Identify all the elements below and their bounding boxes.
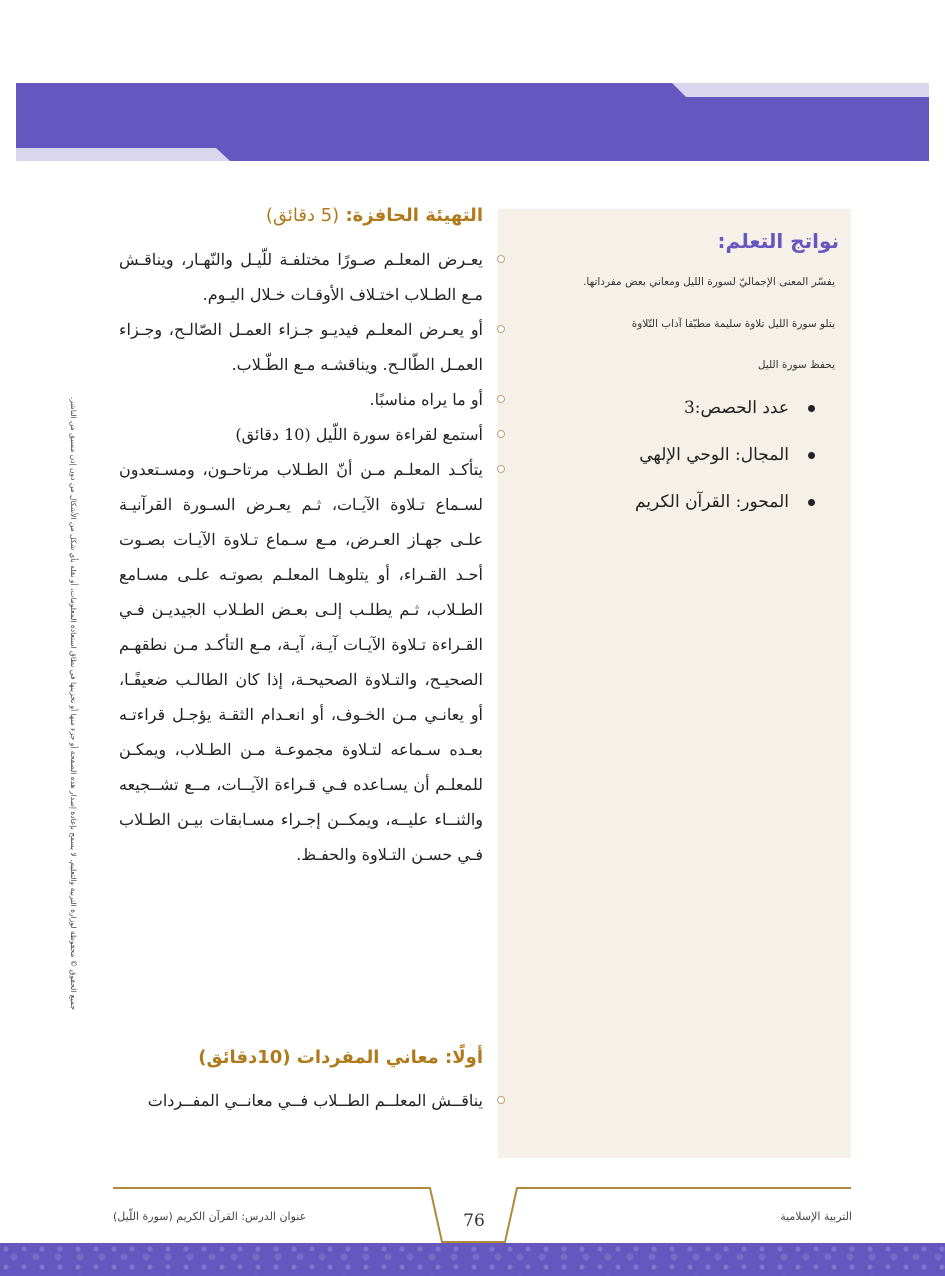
outcome-item: يتلو سورة الليل تلاوة سليمة مطبّقا آداب التّلاوة <box>631 318 835 330</box>
learning-outcomes-box <box>498 209 851 1158</box>
warmup-title <box>266 205 483 226</box>
vocab-list <box>119 1083 483 1118</box>
axis-label: المحور: القرآن الكريم <box>529 490 789 514</box>
vocab-title-prefix: أولًا: <box>445 1047 483 1068</box>
copyright-notice: جميع الحقوق © محفوظة لوزارة التربية والتعليم. لا يسمح بإعادة إصدار هذه الصفحة أو جزء منها أو تخزينها في نطاق استعادة المعلومات، أو نقله بأي شكل من الأشكال من دون إذن مسبق من الناشر. <box>69 396 78 1010</box>
vocab-item: يناقــش المعلــم الطــلاب فــي معانــي المفــردات <box>119 1083 483 1118</box>
outcome-item: يحفظ سورة الليل <box>757 359 835 371</box>
warmup-list <box>119 242 483 872</box>
lesson-meta-list <box>529 396 789 537</box>
header-accent-top <box>672 83 929 97</box>
vocab-title-text: معاني المفردات (10دقائق) <box>198 1047 439 1068</box>
footer-subject: التربية الإسلامية <box>780 1210 852 1223</box>
page-number: 76 <box>463 1211 485 1231</box>
warmup-item: يعـرض المعلـم صـورًا مختلفـة للّيـل والنّهـار، ويناقـش مـع الطـلاب اختـلاف الأوقـات خـلال اليـوم. <box>119 242 483 312</box>
warmup-duration: (5 دقائق) <box>265 205 340 226</box>
warmup-item: أستمع لقراءة سورة اللّيل (10 دقائق) <box>119 417 483 452</box>
footer-lesson-title: عنوان الدرس: القرآن الكريم (سورة اللّيل) <box>113 1210 307 1223</box>
domain-label: المجال: الوحي الإلهي <box>529 443 789 467</box>
header-accent-bottom <box>16 148 230 161</box>
warmup-item: أو ما يراه مناسبًا. <box>119 382 483 417</box>
outcome-item: يفسّر المعنى الإجماليّ لسورة الليل ومعاني بعض مفرداتها. <box>583 276 835 288</box>
warmup-title-text: التهيئة الحافزة: <box>345 205 483 226</box>
warmup-item: أو يعـرض المعلـم فيديـو جـزاء العمـل الصّالـح، وجـزاء العمـل الطّالـح. ويناقشـه مـع الطّـلاب. <box>119 312 483 382</box>
vocab-title <box>198 1047 483 1068</box>
learning-outcomes-title: نواتج التعلم: <box>717 229 839 253</box>
sessions-count: عدد الحصص:3 <box>529 396 789 420</box>
bottom-pattern-band <box>0 1243 945 1276</box>
warmup-item: يتأكـد المعلـم مـن أنّ الطـلاب مرتاحـون، ومسـتعدون لسـماع تـلاوة الآيـات، ثـم يعـرض السـورة القرآنيـة علـى جهـاز العـرض، مـع سـماع تـلاوة الآيـات بصـوت أحـد القـراء، أو يتلوهـا المعلـم بصوتـه علـى مسـامع الطـلاب، ثـم يطلـب إلـى بعـض الطـلاب الجيديـن فـي القـراءة تـلاوة الآيـات آيـة، آيـة، مـع التأكـد مـن نطقهـم الصحيـح، والتـلاوة الصحيحـة، إذا كان الطالـب ضعيفًـا، أو يعانـي مـن الخـوف، أو انعـدام الثقـة يؤجـل قراءتـه بعـده سـماعه لتـلاوة مجموعـة مـن الطـلاب، ويمكـن للمعلـم أن يسـاعده فـي قـراءة الآيــات، مــع تشــجيعه والثنــاء عليــه، ويمكــن إجـراء مسـابقات بيـن الطـلاب فـي حسـن التـلاوة والحفـظ. <box>119 452 483 872</box>
